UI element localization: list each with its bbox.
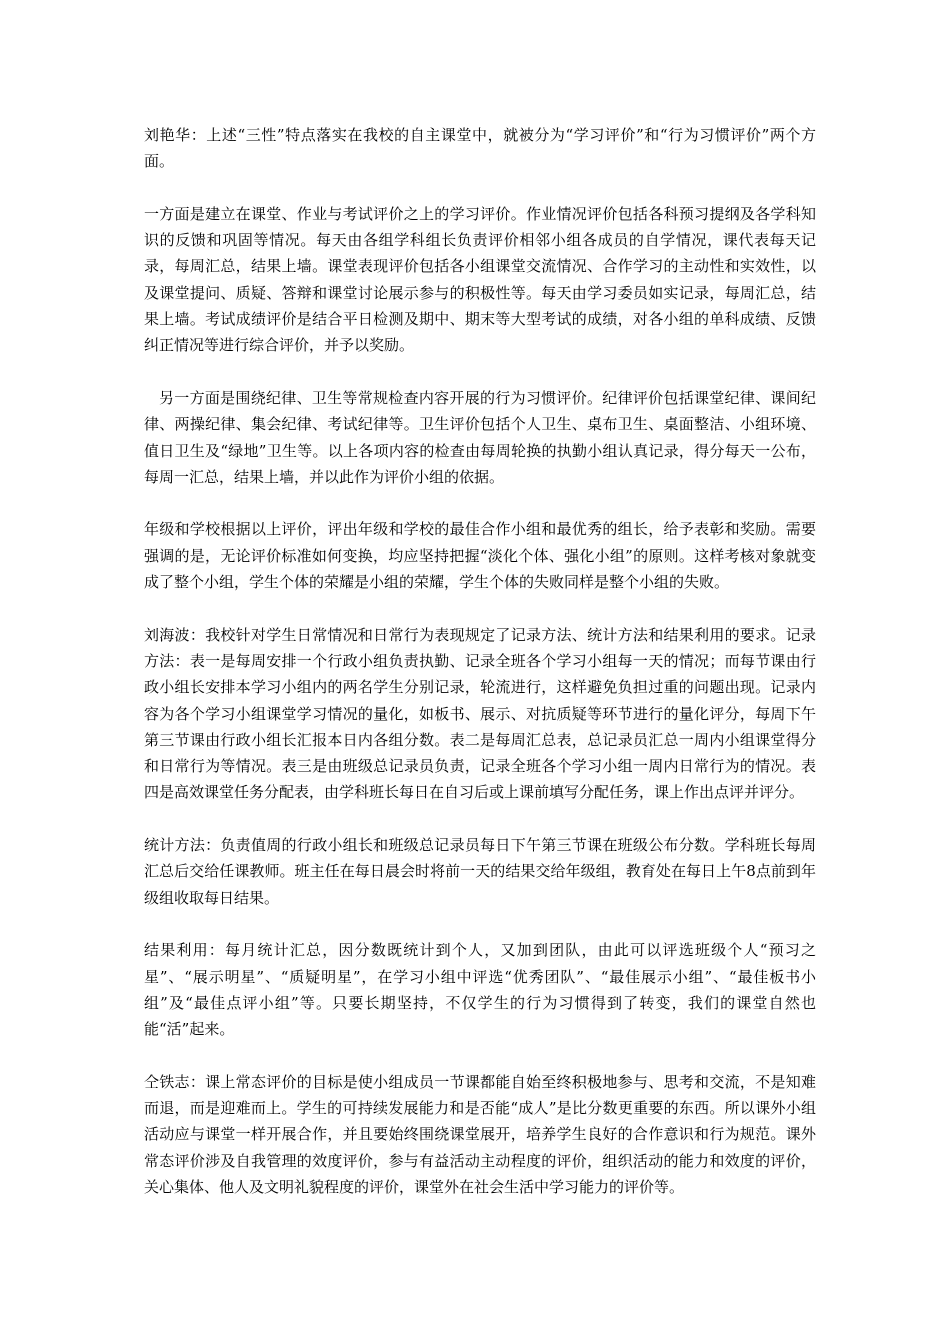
paragraph-liu-yanhua-intro: 刘艳华：上述“三性”特点落实在我校的自主课堂中，就被分为“学习评价”和“行为习惯评价”两个方面。: [144, 126, 816, 171]
paragraph-behavior-evaluation: 另一方面是围绕纪律、卫生等常规检查内容开展的行为习惯评价。纪律评价包括课堂纪律、课间纪律、两操纪律、集会纪律、考试纪律等。卫生评价包括个人卫生、桌布卫生、桌面整洁、小组环境、值日卫生及“绿地”卫生等。以上各项内容的检查由每周轮换的执勤小组认真记录，得分每天一公布，每周一汇总，结果上墙，并以此作为评价小组的依据。: [144, 388, 816, 486]
paragraph-statistics-method: 统计方法：负责值周的行政小组长和班级总记录员每日下午第三节课在班级公布分数。学科班长每周汇总后交给任课教师。班主任在每日晨会时将前一天的结果交给年级组，教育处在每日上午8点前到年级组收取每日结果。: [144, 836, 816, 907]
paragraph-tong-tiezhi: 仝铁志：课上常态评价的目标是使小组成员一节课都能自始至终积极地参与、思考和交流，不是知难而退，而是迎难而上。学生的可持续发展能力和是否能“成人”是比分数更重要的东西。所以课外小组活动应与课堂一样开展合作，并且要始终围绕课堂展开，培养学生良好的合作意识和行为规范。课外常态评价涉及自我管理的效度评价，参与有益活动主动程度的评价，组织活动的能力和效度的评价，关心集体、他人及文明礼貌程度的评价，课堂外在社会生活中学习能力的评价等。: [144, 1072, 816, 1196]
paragraph-liu-haibo-recording: 刘海波：我校针对学生日常情况和日常行为表现规定了记录方法、统计方法和结果利用的要求。记录方法：表一是每周安排一个行政小组负责执勤、记录全班各个学习小组每一天的情况；而每节课由行政小组长安排本学习小组内的两名学生分别记录，轮流进行，这样避免负担过重的问题出现。记录内容为各个学习小组课堂学习情况的量化，如板书、展示、对抗质疑等环节进行的量化评分，每周下午第三节课由行政小组长汇报本日内各组分数。表二是每周汇总表，总记录员汇总一周内小组课堂得分和日常行为等情况。表三是由班级总记录员负责，记录全班各个学习小组一周内日常行为的情况。表四是高效课堂任务分配表，由学科班长每日在自习后或上课前填写分配任务，课上作出点评并评分。: [144, 625, 816, 802]
paragraph-learning-evaluation: 一方面是建立在课堂、作业与考试评价之上的学习评价。作业情况评价包括各科预习提纲及各学科知识的反馈和巩固等情况。每天由各组学科组长负责评价相邻小组各成员的自学情况，课代表每天记录，每周汇总，结果上墙。课堂表现评价包括各小组课堂交流情况、合作学习的主动性和实效性，以及课堂提问、质疑、答辩和课堂讨论展示参与的积极性等。每天由学习委员如实记录，每周汇总，结果上墙。考试成绩评价是结合平日检测及期中、期末等大型考试的成绩，对各小组的单科成绩、反馈纠正情况等进行综合评价，并予以奖励。: [144, 204, 816, 355]
paragraph-awards: 年级和学校根据以上评价，评出年级和学校的最佳合作小组和最优秀的组长，给予表彰和奖励。需要强调的是，无论评价标准如何变换，均应坚持把握“淡化个体、强化小组”的原则。这样考核对象就变成了整个小组，学生个体的荣耀是小组的荣耀，学生个体的失败同样是整个小组的失败。: [144, 520, 816, 592]
paragraph-result-usage: 结果利用：每月统计汇总，因分数既统计到个人，又加到团队，由此可以评选班级个人“预习之星”、“展示明星”、“质疑明星”，在学习小组中评选“优秀团队”、“最佳展示小组”、“最佳板书小组”及“最佳点评小组”等。只要长期坚持，不仅学生的行为习惯得到了转变，我们的课堂自然也能“活”起来。: [144, 941, 816, 1039]
document-body: [144, 122, 816, 1226]
